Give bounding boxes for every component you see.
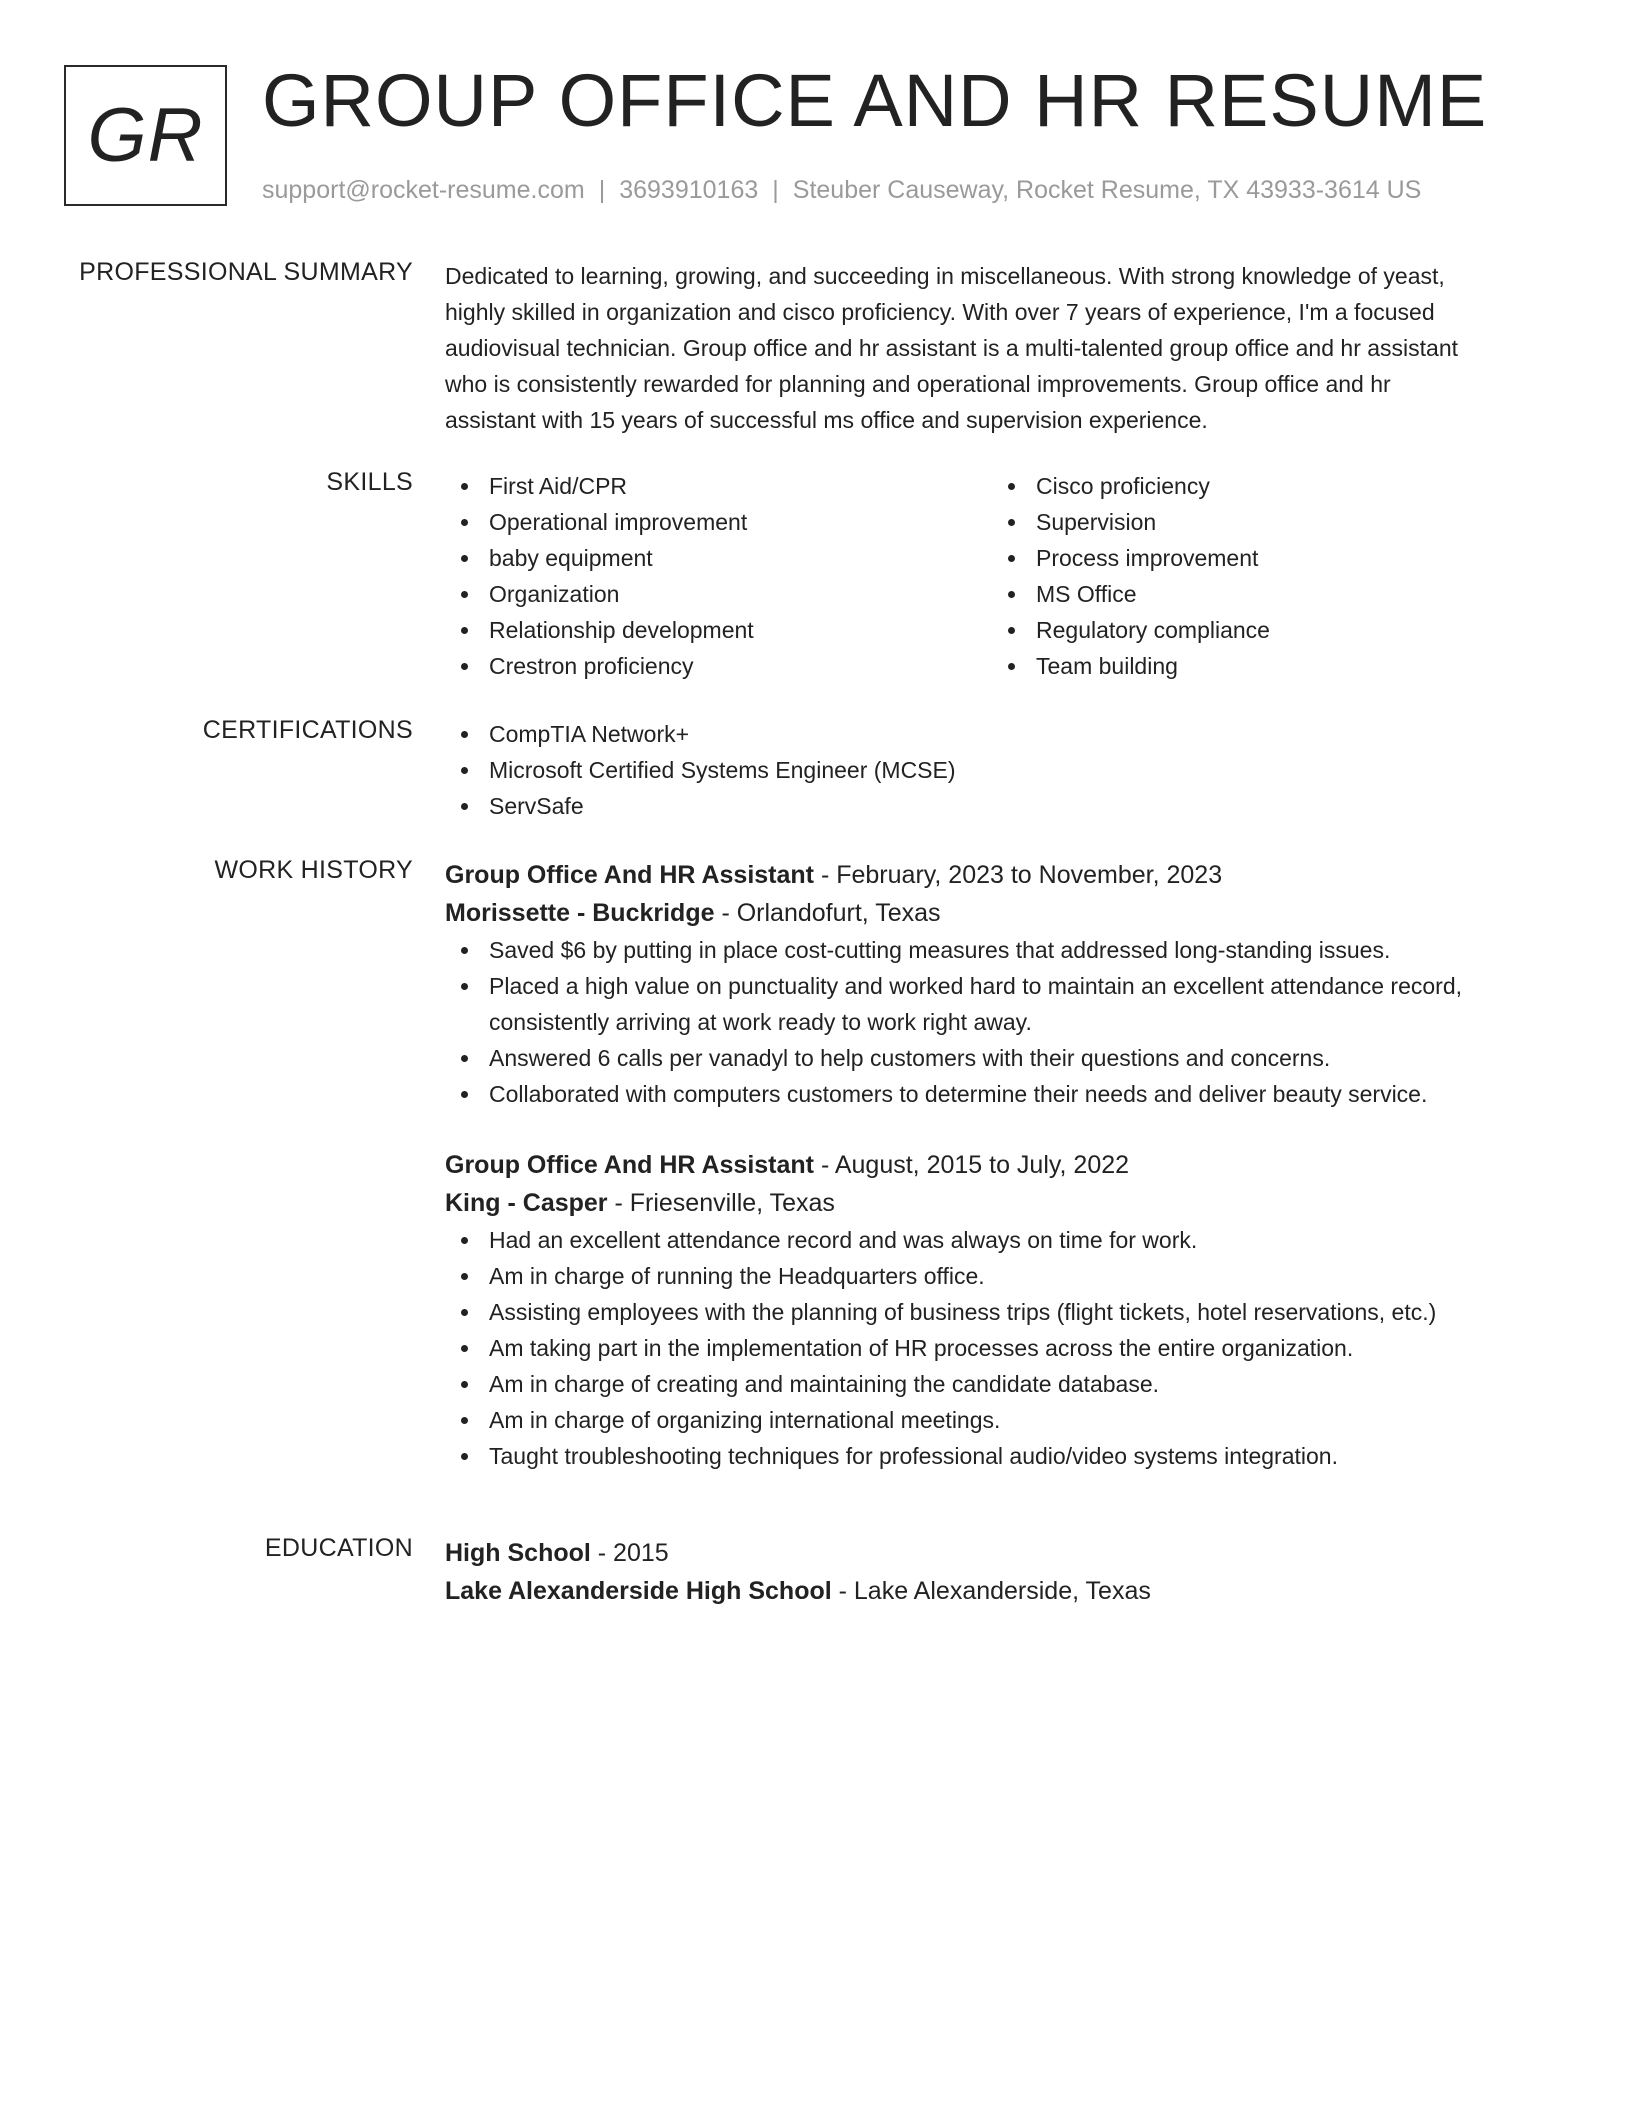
education-year: - 2015 xyxy=(590,1539,669,1567)
certification-item: ServSafe xyxy=(445,788,1555,824)
education-location: - Lake Alexanderside, Texas xyxy=(831,1577,1151,1605)
contact-email: support@rocket-resume.com xyxy=(262,176,585,204)
contact-separator: | xyxy=(772,176,779,204)
certifications-heading: CERTIFICATIONS xyxy=(202,716,413,744)
certifications-list xyxy=(445,716,1555,824)
certification-item: CompTIA Network+ xyxy=(445,716,1555,752)
job-bullet: Had an excellent attendance record and was always on time for work. xyxy=(445,1222,1555,1258)
skill-item: baby equipment xyxy=(445,540,992,576)
job-bullet: Answered 6 calls per vanadyl to help customers with their questions and concerns. xyxy=(445,1040,1555,1076)
contact-address: Steuber Causeway, Rocket Resume, TX 43933-3614 US xyxy=(792,176,1422,204)
skill-item: Operational improvement xyxy=(445,504,992,540)
job-bullet: Am in charge of organizing international meetings. xyxy=(445,1402,1555,1438)
summary-line: highly skilled in organization and cisco proficiency. With over 7 years of experience, I'm a focused xyxy=(445,299,1435,325)
skills-list-left xyxy=(445,468,992,684)
summary-line: who is consistently rewarded for planning and operational improvements. Group office and hr xyxy=(445,371,1391,397)
job-title-line xyxy=(445,856,1555,894)
job-bullet: Am in charge of creating and maintaining the candidate database. xyxy=(445,1366,1555,1402)
job-bullet: Am taking part in the implementation of HR processes across the entire organization. xyxy=(445,1330,1555,1366)
job-entry xyxy=(445,1146,1555,1474)
skill-item: Process improvement xyxy=(992,540,1539,576)
job-bullet: Placed a high value on punctuality and worked hard to maintain an excellent attendance record, consistently arriving at work ready to work right away. xyxy=(445,968,1555,1040)
job-bullet: Collaborated with computers customers to determine their needs and deliver beauty service. xyxy=(445,1076,1555,1112)
job-bullets xyxy=(445,932,1555,1112)
job-bullets xyxy=(445,1222,1555,1474)
education-degree-line xyxy=(445,1534,1555,1572)
job-bullet: Assisting employees with the planning of business trips (flight tickets, hotel reservations, etc.) xyxy=(445,1294,1555,1330)
summary-body xyxy=(445,258,1555,438)
skill-item: Relationship development xyxy=(445,612,992,648)
job-dates: - February, 2023 to November, 2023 xyxy=(814,861,1223,889)
education-degree: High School xyxy=(445,1539,591,1567)
job-company-line xyxy=(445,1184,1555,1222)
certification-item: Microsoft Certified Systems Engineer (MCSE) xyxy=(445,752,1555,788)
job-location: - Friesenville, Texas xyxy=(607,1189,835,1217)
education-heading: EDUCATION xyxy=(264,1534,413,1562)
contact-separator: | xyxy=(598,176,606,204)
skill-item: Crestron proficiency xyxy=(445,648,992,684)
skill-item: Team building xyxy=(992,648,1539,684)
summary-line: audiovisual technician. Group office and hr assistant is a multi-talented group office and hr assistant xyxy=(445,335,1459,361)
skill-item: First Aid/CPR xyxy=(445,468,992,504)
skills-body xyxy=(445,468,1555,684)
work-history-heading: WORK HISTORY xyxy=(214,856,413,884)
job-bullet: Am in charge of running the Headquarters office. xyxy=(445,1258,1555,1294)
monogram-badge: GR xyxy=(64,65,227,206)
education-body xyxy=(445,1534,1555,1610)
summary-line: Dedicated to learning, growing, and succeeding in miscellaneous. With strong knowledge of yeast, xyxy=(445,263,1445,289)
education-school-line xyxy=(445,1572,1555,1610)
job-title-line xyxy=(445,1146,1555,1184)
summary-heading: PROFESSIONAL SUMMARY xyxy=(79,258,413,286)
summary-line: assistant with 15 years of successful ms office and supervision experience. xyxy=(445,407,1208,433)
job-entry xyxy=(445,856,1555,1112)
education-school: Lake Alexanderside High School xyxy=(445,1577,832,1605)
resume-title: GROUP OFFICE AND HR RESUME xyxy=(262,59,1488,142)
contact-phone: 3693910163 xyxy=(619,176,759,204)
skill-item: Organization xyxy=(445,576,992,612)
contact-line xyxy=(262,176,1421,205)
skills-heading: SKILLS xyxy=(326,468,413,496)
job-title: Group Office And HR Assistant xyxy=(445,861,815,889)
job-company-line xyxy=(445,894,1555,932)
job-title: Group Office And HR Assistant xyxy=(445,1151,815,1179)
job-bullet: Saved $6 by putting in place cost-cutting measures that addressed long-standing issues. xyxy=(445,932,1555,968)
job-bullet: Taught troubleshooting techniques for professional audio/video systems integration. xyxy=(445,1438,1555,1474)
skill-item: Regulatory compliance xyxy=(992,612,1539,648)
skills-list-right xyxy=(992,468,1539,684)
job-location: - Orlandofurt, Texas xyxy=(714,899,941,927)
job-company: King - Casper xyxy=(445,1189,608,1217)
skill-item: Cisco proficiency xyxy=(992,468,1539,504)
job-dates: - August, 2015 to July, 2022 xyxy=(814,1151,1130,1179)
skill-item: Supervision xyxy=(992,504,1539,540)
work-history-body xyxy=(445,856,1555,1474)
skill-item: MS Office xyxy=(992,576,1539,612)
certifications-body xyxy=(445,716,1555,824)
job-company: Morissette - Buckridge xyxy=(445,899,715,927)
